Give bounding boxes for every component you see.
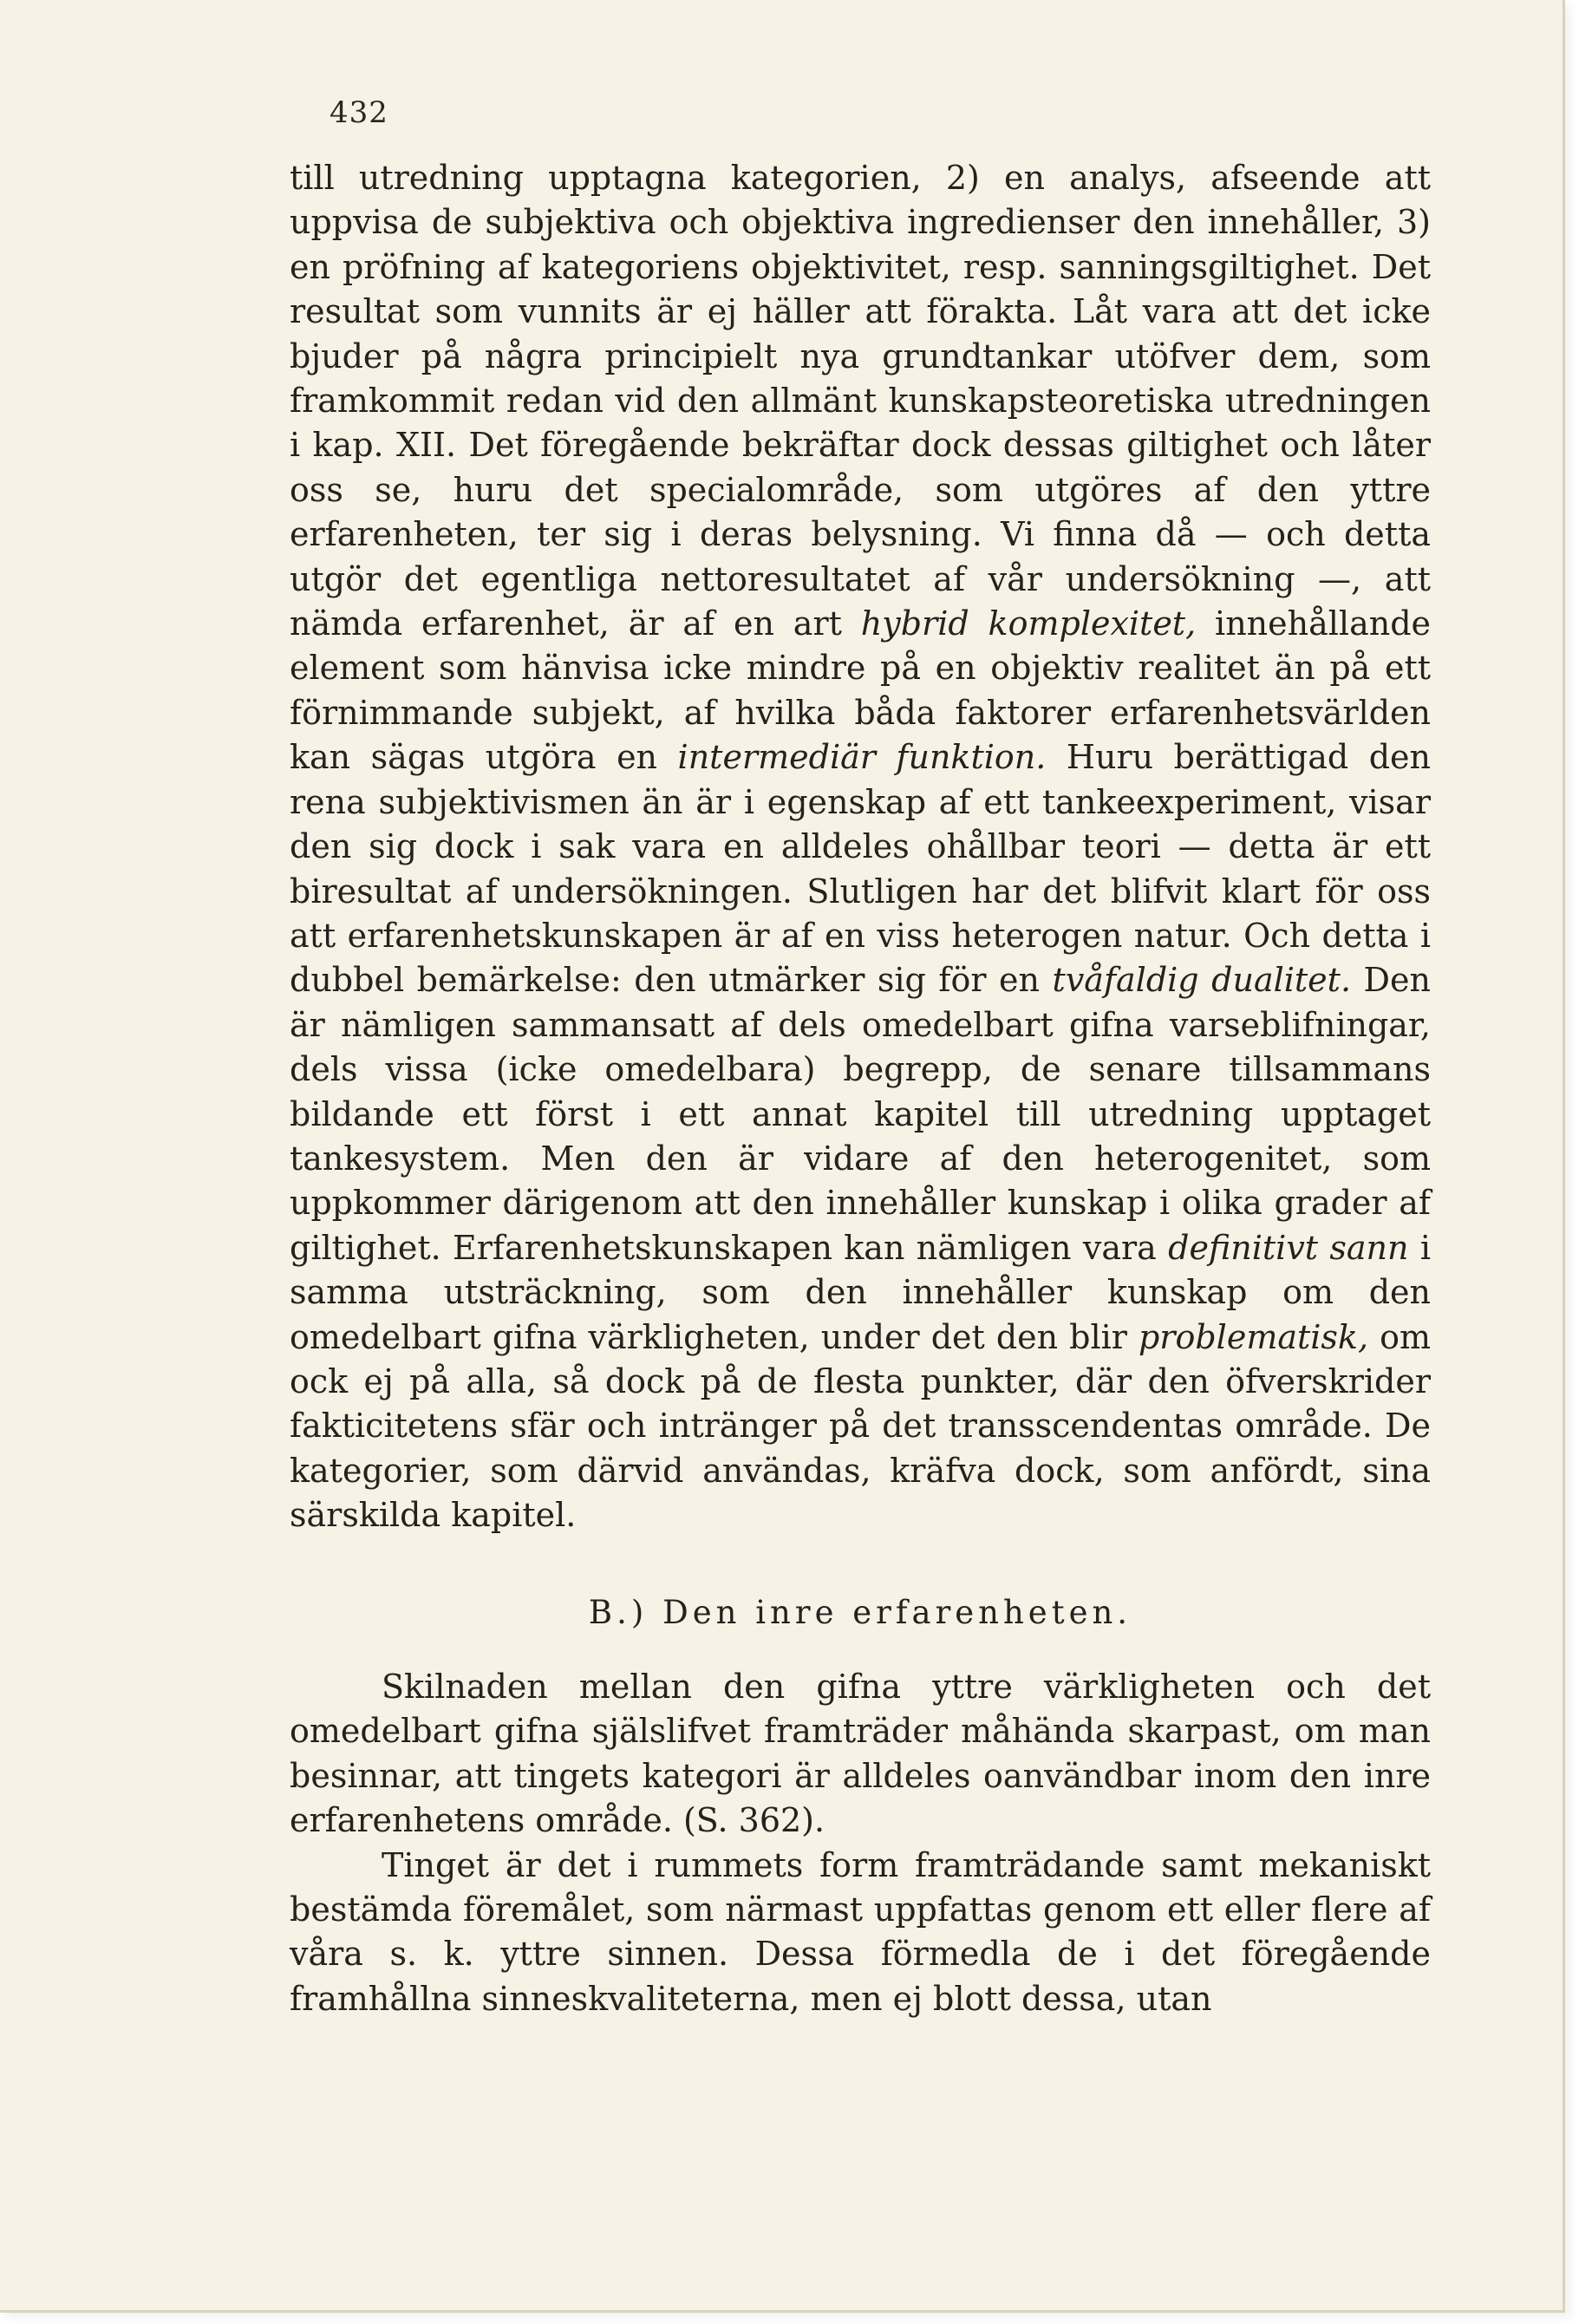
text-run: innehållande element som hänvisa icke mindre på en objektiv realitet än på ett förnimmande subjekt, af hvilka båda faktorer erfarenhetsvärlden kan sägas utgöra en	[290, 604, 1432, 777]
emphasis-intermediar-funktion: intermediär funktion.	[677, 738, 1047, 777]
page-number: 432	[330, 95, 388, 130]
section-heading: B.) Den inre erfarenheten.	[588, 1594, 1132, 1631]
text-run: om ock ej på alla, så dock på de flesta punkter, där den öfverskrider fakticitetens sfär och intränger på det transscendentas område. De kategorier, som därvid användas, kräfva dock, som anfördt, sina särskilda kapitel.	[290, 1317, 1431, 1535]
text-run: Den är nämligen sammansatt af dels omedelbart gifna varseblifningar, dels vissa (icke omedelbara) begrepp, de senare tillsammans bildande ett först i ett annat kapitel till utredning upptaget tankesystem. Men den är vidare af den heterogenitet, som uppkommer därigenom att den innehåller kunskap i olika grader af giltighet. Erfarenhetskunskapen kan nämligen vara	[290, 961, 1431, 1267]
body-text-top	[290, 156, 1431, 1538]
paragraph-continued	[290, 156, 1431, 1538]
emphasis-problematisk: problematisk,	[1138, 1317, 1369, 1356]
body-text-bottom	[290, 1665, 1431, 2021]
emphasis-definitivt-sann: definitivt sann	[1168, 1228, 1409, 1267]
text-run: Huru berättigad den rena subjektivismen än är i egenskap af ett tankeexperiment, visar den sig dock i sak vara en alldeles ohållbar teori — detta är ett biresultat af undersökningen. Slutligen har det blifvit klart för oss att erfarenhetskunskapen är af en viss heterogen natur. Och detta i dubbel bemärkelse: den utmärker sig för en	[290, 738, 1432, 1000]
paragraph: Tinget är det i rummets form framträdande samt mekaniskt bestämda föremålet, som närmast uppfattas genom ett eller flere af våra s. k. yttre sinnen. Dessa förmedla de i det föregående framhållna sinneskvaliteterna, men ej blott dessa, utan	[290, 1845, 1431, 2018]
text-run: i samma utsträckning, som den innehåller kunskap om den omedelbart gifna värkligheten, under det den blir	[290, 1228, 1431, 1356]
emphasis-tvafaldig-dualitet: tvåfaldig dualitet.	[1052, 961, 1352, 1000]
emphasis-hybrid-komplexitet: hybrid komplexitet,	[860, 604, 1197, 643]
paragraph: Skilnaden mellan den gifna yttre värkligheten och det omedelbart gifna själslifvet framträder måhända skarpast, om man besinnar, att tingets kategori är alldeles oanvändbar inom den inre erfarenhetens område. (S. 362).	[290, 1668, 1431, 1840]
text-run: till utredning upptagna kategorien, 2) en analys, afseende att uppvisa de subjektiva och objektiva ingredienser den innehåller, 3) en pröfning af kategoriens objektivitet, resp. sanningsgiltighet. Det resultat som vunnits är ej häller att förakta. Låt vara att det icke bjuder på några principielt nya grundtankar utöfver dem, som framkommit redan vid den allmänt kunskapsteoretiska utredningen i kap. XII. Det föregående bekräftar dock dessas giltighet och låter oss se, huru det specialområde, som utgöres af den yttre erfarenheten, ter sig i deras belysning. Vi finna då — och detta utgör det egentliga nettoresultatet af vår undersökning —, att nämda erfarenhet, är af en art	[290, 159, 1431, 643]
